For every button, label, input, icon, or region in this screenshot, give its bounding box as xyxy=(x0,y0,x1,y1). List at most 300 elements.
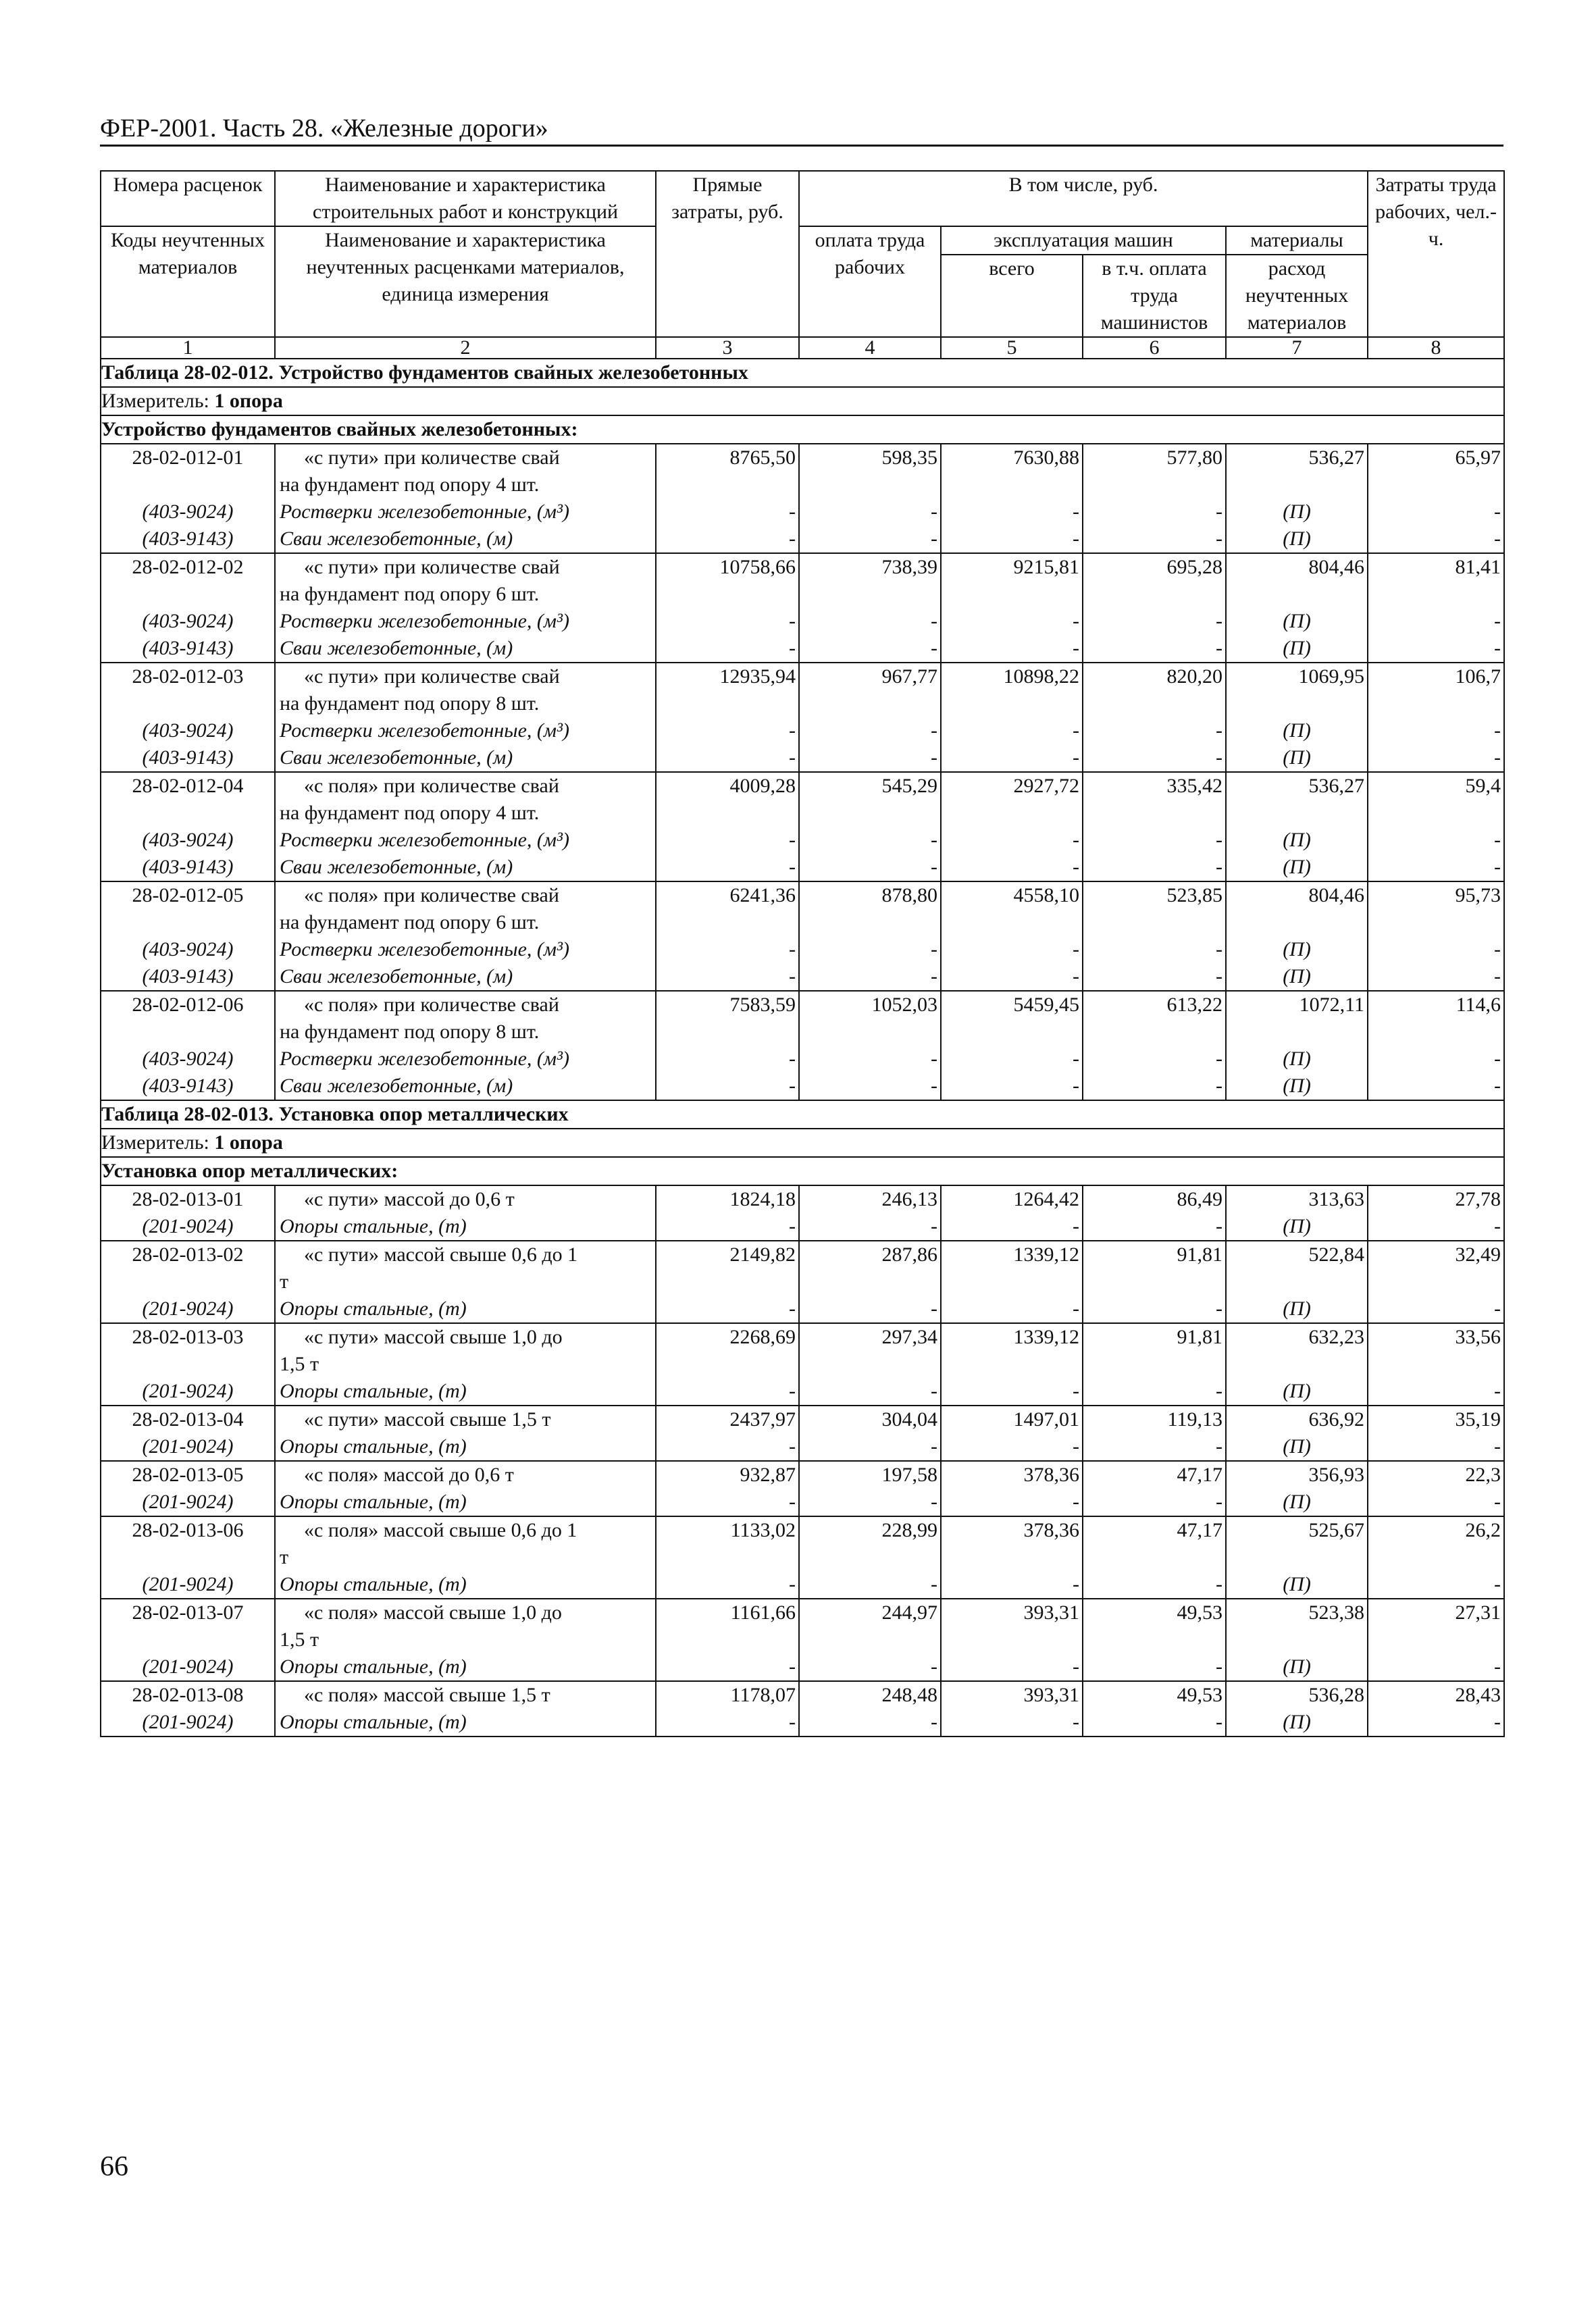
rate-name: «с пути» массой свыше 1,0 до xyxy=(275,1323,656,1351)
rate-name: «с пути» массой свыше 1,5 т xyxy=(275,1406,656,1433)
dash-value: - xyxy=(1083,1433,1226,1461)
dash-value: - xyxy=(1368,1046,1504,1073)
dash-value: - xyxy=(656,498,799,525)
rate-value: 59,4 xyxy=(1368,772,1504,800)
rate-value-cont xyxy=(1368,1351,1504,1378)
rate-value: 523,38 xyxy=(1226,1599,1368,1626)
rate-row-continued xyxy=(101,800,1504,827)
rate-value-cont xyxy=(1368,800,1504,827)
rate-value: 2149,82 xyxy=(656,1241,799,1268)
dash-value: - xyxy=(941,498,1083,525)
column-number: 8 xyxy=(1368,337,1504,359)
header-row-1 xyxy=(101,171,1504,226)
dash-value: - xyxy=(941,1378,1083,1406)
rate-value: 335,42 xyxy=(1083,772,1226,800)
material-name: Сваи железобетонные, (м) xyxy=(275,963,656,991)
material-row xyxy=(101,1213,1504,1241)
rate-code: 28-02-013-07 xyxy=(101,1599,275,1626)
page-number: 66 xyxy=(100,2151,128,2182)
rate-value-cont xyxy=(1368,690,1504,717)
material-code: (201-9024) xyxy=(101,1295,275,1323)
rate-value: 695,28 xyxy=(1083,553,1226,581)
rate-value: 523,85 xyxy=(1083,881,1226,909)
material-code: (403-9143) xyxy=(101,744,275,772)
material-row xyxy=(101,1709,1504,1737)
material-mark: (П) xyxy=(1226,1213,1368,1241)
column-number: 7 xyxy=(1226,337,1368,359)
rate-row-continued xyxy=(101,581,1504,608)
rate-value-cont xyxy=(1226,909,1368,936)
dash-value: - xyxy=(799,525,941,553)
dash-value: - xyxy=(1368,1213,1504,1241)
column-number: 6 xyxy=(1083,337,1226,359)
material-mark: (П) xyxy=(1226,963,1368,991)
material-code: (201-9024) xyxy=(101,1213,275,1241)
rate-value: 4558,10 xyxy=(941,881,1083,909)
material-name: Сваи железобетонные, (м) xyxy=(275,635,656,663)
material-code: (403-9143) xyxy=(101,635,275,663)
rate-value: 378,36 xyxy=(941,1461,1083,1489)
header-row-2 xyxy=(101,226,1504,255)
material-row xyxy=(101,744,1504,772)
rate-name: «с поля» при количестве свай xyxy=(275,881,656,909)
material-mark: (П) xyxy=(1226,744,1368,772)
measure-row xyxy=(101,1129,1504,1157)
dash-value: - xyxy=(656,1653,799,1681)
rate-value-cont xyxy=(1083,1268,1226,1295)
dash-value: - xyxy=(941,525,1083,553)
dash-value: - xyxy=(656,717,799,744)
rate-value: 636,92 xyxy=(1226,1406,1368,1433)
dash-value: - xyxy=(941,1571,1083,1599)
material-row xyxy=(101,1378,1504,1406)
dash-value: - xyxy=(1368,1295,1504,1323)
dash-value: - xyxy=(1083,827,1226,854)
header-column-numbers xyxy=(101,337,1504,359)
dash-value: - xyxy=(1083,525,1226,553)
header-including: В том числе, руб. xyxy=(799,171,1368,226)
dash-value: - xyxy=(656,1489,799,1516)
rate-code-cont xyxy=(101,909,275,936)
material-name: Опоры стальные, (т) xyxy=(275,1295,656,1323)
dash-value: - xyxy=(1083,1489,1226,1516)
dash-value: - xyxy=(656,1433,799,1461)
rate-name-cont: на фундамент под опору 6 шт. xyxy=(275,581,656,608)
material-mark: (П) xyxy=(1226,827,1368,854)
dash-value: - xyxy=(1368,525,1504,553)
dash-value: - xyxy=(656,525,799,553)
dash-value: - xyxy=(656,827,799,854)
rate-name: «с поля» массой свыше 0,6 до 1 xyxy=(275,1516,656,1544)
material-mark: (П) xyxy=(1226,1709,1368,1737)
rate-value-cont xyxy=(941,581,1083,608)
rate-row xyxy=(101,991,1504,1019)
dash-value: - xyxy=(941,717,1083,744)
material-name: Ростверки железобетонные, (м³) xyxy=(275,717,656,744)
rate-value: 287,86 xyxy=(799,1241,941,1268)
dash-value: - xyxy=(656,744,799,772)
header-name-bottom: Наименование и характеристика неучтенных расценками материалов, единица измерения xyxy=(275,226,656,337)
material-row xyxy=(101,525,1504,553)
rate-row xyxy=(101,1406,1504,1433)
material-name: Сваи железобетонные, (м) xyxy=(275,854,656,881)
header-labor-costs: Затраты труда рабочих, чел.-ч. xyxy=(1368,171,1504,337)
material-row xyxy=(101,717,1504,744)
rate-code-cont xyxy=(101,581,275,608)
rate-value: 1497,01 xyxy=(941,1406,1083,1433)
rate-row xyxy=(101,1599,1504,1626)
dash-value: - xyxy=(656,1378,799,1406)
measure-row xyxy=(101,387,1504,415)
material-code: (403-9143) xyxy=(101,525,275,553)
dash-value: - xyxy=(1368,1571,1504,1599)
dash-value: - xyxy=(941,1295,1083,1323)
material-code: (201-9024) xyxy=(101,1378,275,1406)
rate-value-cont xyxy=(1083,800,1226,827)
dash-value: - xyxy=(799,854,941,881)
rate-value-cont xyxy=(1226,1268,1368,1295)
rate-value: 1339,12 xyxy=(941,1241,1083,1268)
material-name: Сваи железобетонные, (м) xyxy=(275,525,656,553)
rate-row xyxy=(101,1185,1504,1213)
rate-value: 393,31 xyxy=(941,1599,1083,1626)
rate-value: 91,81 xyxy=(1083,1323,1226,1351)
rate-row-continued xyxy=(101,1268,1504,1295)
dash-value: - xyxy=(941,1433,1083,1461)
column-number: 4 xyxy=(799,337,941,359)
rate-value: 545,29 xyxy=(799,772,941,800)
material-name: Опоры стальные, (т) xyxy=(275,1489,656,1516)
measure-value: 1 опора xyxy=(214,390,283,412)
rate-row xyxy=(101,772,1504,800)
rate-value-cont xyxy=(1083,909,1226,936)
rate-value-cont xyxy=(1368,1019,1504,1046)
rate-value: 2927,72 xyxy=(941,772,1083,800)
rate-value: 86,49 xyxy=(1083,1185,1226,1213)
material-code: (201-9024) xyxy=(101,1571,275,1599)
rate-value-cont xyxy=(1083,1626,1226,1653)
material-row xyxy=(101,1653,1504,1681)
header-machines-labor: в т.ч. оплата труда машинистов xyxy=(1083,255,1226,337)
rate-value-cont xyxy=(1226,800,1368,827)
rate-value: 9215,81 xyxy=(941,553,1083,581)
dash-value: - xyxy=(941,608,1083,635)
rate-code: 28-02-012-03 xyxy=(101,663,275,690)
rate-value-cont xyxy=(941,690,1083,717)
rate-value: 7630,88 xyxy=(941,444,1083,471)
material-row xyxy=(101,1073,1504,1100)
column-number: 5 xyxy=(941,337,1083,359)
rate-name: «с поля» при количестве свай xyxy=(275,772,656,800)
rate-value: 7583,59 xyxy=(656,991,799,1019)
rate-value: 119,13 xyxy=(1083,1406,1226,1433)
dash-value: - xyxy=(1368,827,1504,854)
material-mark: (П) xyxy=(1226,717,1368,744)
section-row xyxy=(101,415,1504,444)
rate-value: 304,04 xyxy=(799,1406,941,1433)
dash-value: - xyxy=(1368,854,1504,881)
rate-code: 28-02-013-04 xyxy=(101,1406,275,1433)
material-code: (201-9024) xyxy=(101,1433,275,1461)
dash-value: - xyxy=(799,1433,941,1461)
header-machines-total: всего xyxy=(941,255,1083,337)
material-code: (201-9024) xyxy=(101,1489,275,1516)
rate-value: 522,84 xyxy=(1226,1241,1368,1268)
rate-value: 378,36 xyxy=(941,1516,1083,1544)
material-name: Опоры стальные, (т) xyxy=(275,1709,656,1737)
table-title: Таблица 28-02-013. Установка опор металлических xyxy=(101,1100,1504,1129)
material-name: Опоры стальные, (т) xyxy=(275,1433,656,1461)
rate-value: 1824,18 xyxy=(656,1185,799,1213)
dash-value: - xyxy=(1083,1709,1226,1737)
rate-row xyxy=(101,1461,1504,1489)
material-name: Ростверки железобетонные, (м³) xyxy=(275,1046,656,1073)
rate-value: 804,46 xyxy=(1226,553,1368,581)
rate-name: «с пути» массой до 0,6 т xyxy=(275,1185,656,1213)
rate-value-cont xyxy=(799,1268,941,1295)
header-labor-pay: оплата труда рабочих xyxy=(799,226,941,337)
dash-value: - xyxy=(1083,854,1226,881)
rate-value: 1339,12 xyxy=(941,1323,1083,1351)
dash-value: - xyxy=(1368,717,1504,744)
rate-code: 28-02-013-05 xyxy=(101,1461,275,1489)
rate-code: 28-02-012-02 xyxy=(101,553,275,581)
rate-value: 106,7 xyxy=(1368,663,1504,690)
rate-value-cont xyxy=(941,1544,1083,1571)
material-mark: (П) xyxy=(1226,1046,1368,1073)
rate-value-cont xyxy=(1226,471,1368,498)
dash-value: - xyxy=(1368,1378,1504,1406)
rate-code: 28-02-012-01 xyxy=(101,444,275,471)
rate-code-cont xyxy=(101,1019,275,1046)
rate-value-cont xyxy=(1083,1544,1226,1571)
rate-value-cont xyxy=(656,1626,799,1653)
dash-value: - xyxy=(1083,1046,1226,1073)
dash-value: - xyxy=(1083,498,1226,525)
rate-row xyxy=(101,1681,1504,1709)
rate-value-cont xyxy=(941,1351,1083,1378)
dash-value: - xyxy=(656,1571,799,1599)
rate-value: 246,13 xyxy=(799,1185,941,1213)
rate-value-cont xyxy=(1226,1544,1368,1571)
material-mark: (П) xyxy=(1226,498,1368,525)
material-mark: (П) xyxy=(1226,1489,1368,1516)
dash-value: - xyxy=(1083,744,1226,772)
material-name: Опоры стальные, (т) xyxy=(275,1571,656,1599)
rate-code: 28-02-012-04 xyxy=(101,772,275,800)
dash-value: - xyxy=(656,1709,799,1737)
material-code: (403-9143) xyxy=(101,854,275,881)
rate-value-cont xyxy=(799,1351,941,1378)
rate-name-cont: 1,5 т xyxy=(275,1626,656,1653)
material-code: (403-9024) xyxy=(101,827,275,854)
material-mark: (П) xyxy=(1226,936,1368,963)
running-head: ФЕР-2001. Часть 28. «Железные дороги» xyxy=(100,114,548,143)
rate-value: 35,19 xyxy=(1368,1406,1504,1433)
rate-code: 28-02-012-06 xyxy=(101,991,275,1019)
material-row xyxy=(101,608,1504,635)
material-mark: (П) xyxy=(1226,1295,1368,1323)
dash-value: - xyxy=(656,1295,799,1323)
rate-value: 248,48 xyxy=(799,1681,941,1709)
material-name: Ростверки железобетонные, (м³) xyxy=(275,936,656,963)
dash-value: - xyxy=(1083,936,1226,963)
material-mark: (П) xyxy=(1226,1653,1368,1681)
measure-value: 1 опора xyxy=(214,1131,283,1154)
rate-value: 10758,66 xyxy=(656,553,799,581)
rate-value: 1069,95 xyxy=(1226,663,1368,690)
dash-value: - xyxy=(1083,1653,1226,1681)
rate-value: 967,77 xyxy=(799,663,941,690)
rate-value-cont xyxy=(1226,690,1368,717)
rate-code-cont xyxy=(101,690,275,717)
rate-code-cont xyxy=(101,800,275,827)
header-direct-costs: Прямые затраты, руб. xyxy=(656,171,799,337)
rate-value-cont xyxy=(1368,1626,1504,1653)
rate-value: 1161,66 xyxy=(656,1599,799,1626)
rate-value-cont xyxy=(656,690,799,717)
rate-value-cont xyxy=(1083,471,1226,498)
rate-value: 244,97 xyxy=(799,1599,941,1626)
material-name: Ростверки железобетонные, (м³) xyxy=(275,827,656,854)
rate-value: 1052,03 xyxy=(799,991,941,1019)
header-materials-consumption: расход неучтенных материалов xyxy=(1226,255,1368,337)
rate-code-cont xyxy=(101,1351,275,1378)
rate-code: 28-02-013-01 xyxy=(101,1185,275,1213)
rate-row xyxy=(101,881,1504,909)
rate-value-cont xyxy=(1368,909,1504,936)
dash-value: - xyxy=(799,744,941,772)
rate-code-cont xyxy=(101,1268,275,1295)
dash-value: - xyxy=(1368,1709,1504,1737)
rate-value-cont xyxy=(1368,1544,1504,1571)
rate-value-cont xyxy=(941,471,1083,498)
header-name-top: Наименование и характеристика строительных работ и конструкций xyxy=(275,171,656,226)
rate-value: 2268,69 xyxy=(656,1323,799,1351)
rate-value: 297,34 xyxy=(799,1323,941,1351)
material-name: Ростверки железобетонные, (м³) xyxy=(275,608,656,635)
dash-value: - xyxy=(799,963,941,991)
rate-value: 4009,28 xyxy=(656,772,799,800)
dash-value: - xyxy=(1368,608,1504,635)
dash-value: - xyxy=(1083,635,1226,663)
material-mark: (П) xyxy=(1226,608,1368,635)
rate-value: 525,67 xyxy=(1226,1516,1368,1544)
rate-value: 1072,11 xyxy=(1226,991,1368,1019)
dash-value: - xyxy=(799,635,941,663)
rate-code: 28-02-013-03 xyxy=(101,1323,275,1351)
section-row xyxy=(101,1157,1504,1185)
rate-row-continued xyxy=(101,690,1504,717)
dash-value: - xyxy=(1083,608,1226,635)
rates-table-wrapper xyxy=(100,170,1503,1737)
rate-value: 1133,02 xyxy=(656,1516,799,1544)
rates-table xyxy=(100,170,1505,1737)
header-materials: материалы xyxy=(1226,226,1368,255)
dash-value: - xyxy=(1083,1073,1226,1100)
material-code: (403-9024) xyxy=(101,498,275,525)
rate-value: 49,53 xyxy=(1083,1681,1226,1709)
rate-value-cont xyxy=(1226,1351,1368,1378)
dash-value: - xyxy=(656,963,799,991)
section-heading: Установка опор металлических: xyxy=(101,1157,1504,1185)
rate-value: 536,27 xyxy=(1226,772,1368,800)
rate-value: 81,41 xyxy=(1368,553,1504,581)
material-mark: (П) xyxy=(1226,854,1368,881)
rate-value: 91,81 xyxy=(1083,1241,1226,1268)
dash-value: - xyxy=(799,717,941,744)
rate-value-cont xyxy=(656,471,799,498)
dash-value: - xyxy=(1083,963,1226,991)
material-code: (403-9143) xyxy=(101,1073,275,1100)
dash-value: - xyxy=(1368,498,1504,525)
column-number: 2 xyxy=(275,337,656,359)
dash-value: - xyxy=(1083,1571,1226,1599)
material-name: Сваи железобетонные, (м) xyxy=(275,1073,656,1100)
dash-value: - xyxy=(1368,936,1504,963)
rate-value-cont xyxy=(1368,1268,1504,1295)
rate-value-cont xyxy=(1368,581,1504,608)
rate-value: 2437,97 xyxy=(656,1406,799,1433)
rate-value: 22,3 xyxy=(1368,1461,1504,1489)
dash-value: - xyxy=(941,1073,1083,1100)
rate-value: 356,93 xyxy=(1226,1461,1368,1489)
material-code: (201-9024) xyxy=(101,1709,275,1737)
rate-value: 313,63 xyxy=(1226,1185,1368,1213)
dash-value: - xyxy=(656,1046,799,1073)
dash-value: - xyxy=(799,1213,941,1241)
rate-value: 228,99 xyxy=(799,1516,941,1544)
rate-name-cont: на фундамент под опору 4 шт. xyxy=(275,471,656,498)
dash-value: - xyxy=(1368,635,1504,663)
dash-value: - xyxy=(656,608,799,635)
table-title: Таблица 28-02-012. Устройство фундаментов свайных железобетонных xyxy=(101,359,1504,387)
rate-name: «с пути» при количестве свай xyxy=(275,444,656,471)
rate-name: «с пути» при количестве свай xyxy=(275,553,656,581)
dash-value: - xyxy=(941,854,1083,881)
dash-value: - xyxy=(941,1653,1083,1681)
dash-value: - xyxy=(941,827,1083,854)
rate-value: 932,87 xyxy=(656,1461,799,1489)
rate-value: 536,28 xyxy=(1226,1681,1368,1709)
material-row xyxy=(101,963,1504,991)
rate-name: «с пути» массой свыше 0,6 до 1 xyxy=(275,1241,656,1268)
dash-value: - xyxy=(799,1571,941,1599)
rate-value-cont xyxy=(941,909,1083,936)
rate-row-continued xyxy=(101,1019,1504,1046)
dash-value: - xyxy=(1368,1489,1504,1516)
rate-code-cont xyxy=(101,471,275,498)
rate-row-continued xyxy=(101,471,1504,498)
rate-row xyxy=(101,1516,1504,1544)
rate-value-cont xyxy=(799,1544,941,1571)
rate-value: 820,20 xyxy=(1083,663,1226,690)
material-row xyxy=(101,1571,1504,1599)
header-code-top: Номера расценок xyxy=(101,171,275,226)
rate-value: 26,2 xyxy=(1368,1516,1504,1544)
measure-line xyxy=(101,387,1504,415)
rate-code: 28-02-013-08 xyxy=(101,1681,275,1709)
dash-value: - xyxy=(656,635,799,663)
rate-name-cont: на фундамент под опору 8 шт. xyxy=(275,690,656,717)
rate-row xyxy=(101,444,1504,471)
rate-code: 28-02-013-06 xyxy=(101,1516,275,1544)
rate-value: 536,27 xyxy=(1226,444,1368,471)
material-code: (403-9024) xyxy=(101,936,275,963)
dash-value: - xyxy=(1368,963,1504,991)
material-code: (201-9024) xyxy=(101,1653,275,1681)
rate-value: 95,73 xyxy=(1368,881,1504,909)
